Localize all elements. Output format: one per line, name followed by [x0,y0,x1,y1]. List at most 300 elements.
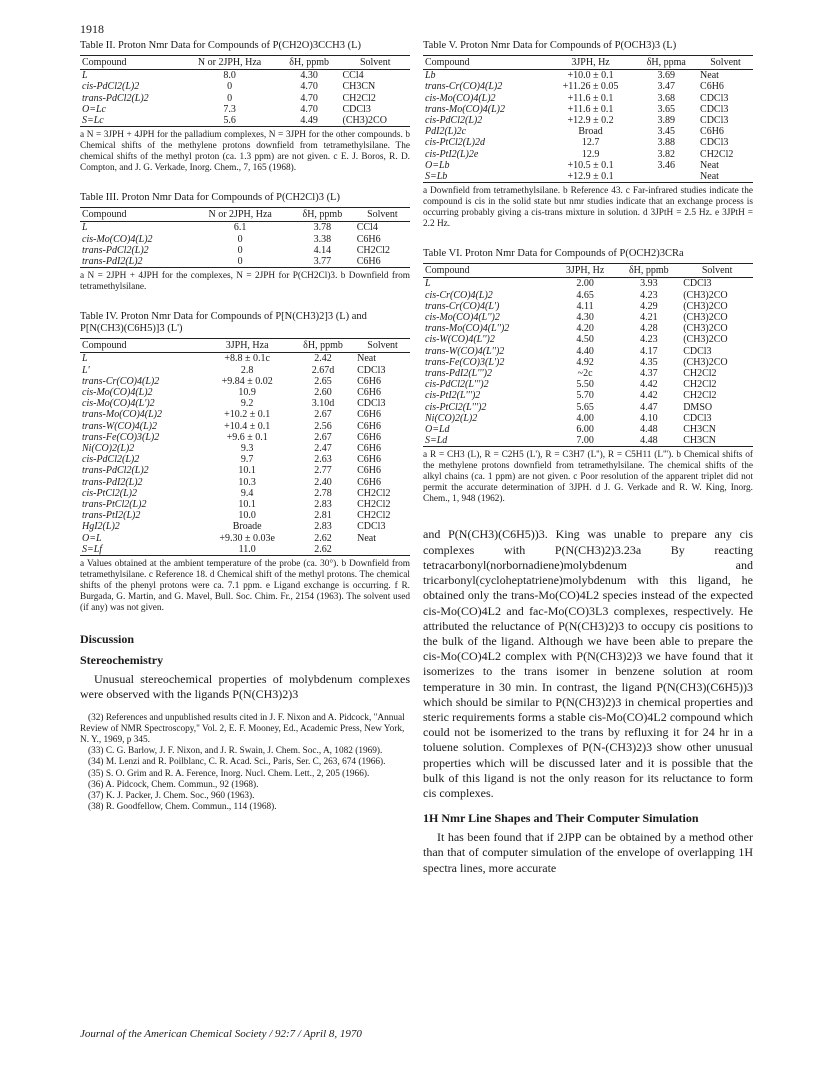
table-2-grid [80,55,410,127]
table-header: Compound [82,209,127,221]
table-cell: 4.50 [576,334,594,346]
table-cell: C6H6 [357,387,382,399]
table-cell-compound: cis-PtCl2(L)2d [425,137,485,149]
table-cell: 4.49 [300,115,318,127]
table-3-grid [80,207,410,268]
table-cell: 5.50 [576,379,594,391]
table-2-body [80,70,410,127]
table-row [80,256,410,268]
table-cell-compound: L' [82,364,90,376]
table-header: δH, ppmb [302,209,343,221]
table-cell-compound: S=Lb [425,171,448,183]
table-row [80,477,410,488]
reference-item: (37) K. J. Packer, J. Chem. Soc., 960 (1963). [88,790,255,801]
table-cell: 6.1 [233,222,247,234]
table-cell: 9.4 [240,487,254,499]
line-shapes-heading: 1H Nmr Line Shapes and Their Computer Simulation [423,811,699,826]
table-cell-compound: cis-PdCl2(L)2 [425,115,483,127]
table-cell: CDCl3 [700,137,729,149]
table-header: Compound [82,340,127,352]
table-cell: Broad [578,126,603,138]
table-cell: 4.17 [640,345,658,357]
table-cell-compound: L [425,278,431,290]
table-cell: 2.81 [314,510,332,522]
table-cell: 10.9 [238,387,256,399]
table-2 [80,40,410,174]
table-row [80,365,410,376]
table-cell-compound: cis-Cr(CO)4(L)2 [425,289,493,301]
table-5-footnote: a Downfield from tetramethylsilane. b Reference 43. c Far-infrared studies indicate the compound is cis in the solid state but nmr studies indicate that an exchange process is occurring probably giving a cis-trans mixture in solution. d 3JPtH = 2.5 Hz. e 3JPtH = 2.2 Hz. [423,186,753,230]
table-cell-compound: cis-Mo(CO)4(L)2 [425,92,496,104]
table-cell: CH2Cl2 [357,510,391,522]
table-row [423,346,753,357]
table-row [80,81,410,92]
table-row [80,398,410,409]
table-cell: CH2Cl2 [357,487,391,499]
table-row [80,104,410,115]
table-cell: 6.00 [576,424,594,436]
table-cell: (CH3)2CO [683,356,728,368]
table-cell: CH2Cl2 [683,390,717,402]
references [80,713,410,814]
table-cell: 3.89 [657,115,676,127]
table-cell: 4.42 [640,390,658,402]
table-row [423,81,753,92]
table-cell-compound: trans-PdCl2(L)2 [82,465,149,477]
table-cell: 2.83 [314,499,332,511]
table-cell: CH2Cl2 [683,368,717,380]
table-row [423,323,753,334]
table-cell: 2.40 [314,476,332,488]
table-cell-compound: HgI2(L)2 [82,521,120,533]
table-cell: 4.70 [300,81,318,93]
table-cell [355,544,410,556]
table-cell: 12.7 [581,137,600,149]
table-cell-compound: cis-W(CO)4(L'')2 [425,334,495,346]
table-header: Compound [425,265,470,277]
table-cell-compound: trans-Cr(CO)4(L') [425,300,500,312]
table-3-body [80,222,410,268]
table-cell: 4.10 [640,412,658,424]
reference-item: (34) M. Lenzi and R. Poilblanc, C. R. Acad. Sci., Paris, Ser. C, 263, 674 (1966). [88,757,386,768]
table-cell-compound: Lb [425,70,436,82]
table-cell-compound: cis-Mo(CO)4(L'')2 [425,312,500,324]
table-cell: 4.40 [576,345,594,357]
table-cell: 2.83 [314,521,332,533]
table-cell: 2.63 [314,454,332,466]
table-cell: CDCl3 [342,103,371,115]
table-cell: 3.38 [313,233,332,245]
table-cell: 4.37 [640,368,658,380]
table-3-footnote: a N = 2JPH + 4JPH for the complexes, N = 2JPH for P(CH2Cl)3. b Downfield from tetramethylsilane. [80,271,410,293]
table-cell: +10.0 ± 0.1 [567,70,614,82]
table-cell: 4.30 [300,70,318,82]
table-row [423,171,753,183]
table-header: Solvent [359,57,391,68]
table-cell-compound: trans-Cr(CO)4(L)2 [425,81,503,93]
table-row [423,379,753,390]
table-row [80,510,410,521]
table-cell: 4.70 [300,103,318,115]
table-row [423,126,753,137]
table-cell: 4.65 [576,289,594,301]
table-cell: Neat [357,353,377,365]
table-cell: C6H6 [357,420,382,432]
reference-item: (32) References and unpublished results cited in J. F. Nixon and A. Pidcock, "Annual Review of NMR Spectroscopy," Vol. 2, E. F. Mooney, Ed., Academic Press, New York, N. Y., 1969, p 345. [80,712,405,745]
table-cell: CDCl3 [683,412,712,424]
table-header: Compound [425,57,470,68]
table-cell: 4.92 [576,356,594,368]
table-cell: 9.7 [240,454,254,466]
table-cell: +10.5 ± 0.1 [567,159,614,171]
table-cell: CH2Cl2 [700,148,734,160]
table-row [423,390,753,401]
table-row [80,521,410,532]
right-column [423,40,753,876]
table-row [423,93,753,104]
table-cell-compound: trans-W(CO)4(L)2 [82,420,157,432]
table-4-footnote: a Values obtained at the ambient temperature of the probe (ca. 30°). b Downfield from tetramethylsilane. c Reference 18. d Chemical shift of the methyl protons. The chemical shifts of the phenyl protons were ca. 7.1 ppm. e Ligand exchange is occurring. f R. Burgada, G. Martin, and G. Mavel, Bull. Soc. Chim. Fr., 2154 (1963). The solvent used (if any) was not given. [80,559,410,614]
table-cell: C6H6 [356,233,381,245]
table-cell: CDCl3 [700,115,729,127]
table-row [423,334,753,345]
table-cell-compound: Ni(CO)2(L)2 [425,412,478,424]
table-cell: 3.69 [657,70,676,82]
table-cell: 3.47 [657,81,676,93]
table-4-body [80,353,410,556]
table-cell-compound: S=Lc [82,115,104,127]
table-cell: 0 [237,233,243,245]
table-5 [423,40,753,230]
table-cell: 2.8 [240,364,254,376]
table-6 [423,248,753,505]
table-row [423,290,753,301]
reference-item: (33) C. G. Barlow, J. F. Nixon, and J. R. Swain, J. Chem. Soc., A, 1082 (1969). [88,746,383,757]
table-header: Solvent [367,340,398,352]
table-cell: CDCl3 [683,345,712,357]
table-cell-compound: trans-PdCl2(L)2 [82,92,149,104]
table-cell: C6H6 [357,476,382,488]
table-cell: 0 [237,244,243,256]
table-row [80,115,410,127]
table-cell: CDCl3 [683,278,712,290]
reference-item: (35) S. O. Grim and R. A. Ference, Inorg. Nucl. Chem. Lett., 2, 205 (1966). [88,768,370,779]
table-cell: C6H6 [356,256,381,268]
table-cell: C6H6 [700,126,724,138]
table-cell: 2.78 [314,487,332,499]
left-column [80,40,410,813]
table-cell: Neat [357,532,377,544]
table-cell: CH2Cl2 [356,244,391,256]
table-cell: (CH3)2CO [683,334,728,346]
table-cell: 7.3 [223,103,236,115]
table-cell-compound: trans-W(CO)4(L'')2 [425,345,505,357]
table-cell: 2.62 [314,543,332,555]
table-cell-compound: trans-Mo(CO)4(L)2 [425,103,505,115]
table-row [80,454,410,465]
table-cell: C6H6 [357,465,382,477]
table-header: Compound [82,57,127,68]
table-cell-compound: cis-Mo(CO)4(L')2 [82,398,155,410]
table-3 [80,192,410,293]
table-2-footnote: a N = 3JPH + 4JPH for the palladium complexes, N = 3JPH for the other compounds. b Chemical shifts of the methylene protons downfield from tetramethylsilane. The chemical shifts of the methyl proton (ca. 1.3 ppm) are not given. c E. J. Boros, R. D. Compton, and J. G. Verkade, Inorg. Chem., 7, 165 (1968). [80,130,410,174]
table-row [80,432,410,443]
table-row [80,488,410,499]
table-cell-compound: cis-PtCl2(L)2 [82,487,137,499]
table-cell: 4.42 [640,379,658,391]
table-5-body [423,70,753,183]
table-header: N or 2JPH, Hza [197,57,262,68]
table-cell: 2.67d [311,364,335,376]
table-cell: 11.0 [238,543,256,555]
table-cell: +11.6 ± 0.1 [567,92,614,104]
body-paragraph-1: and P(N(CH3)(C6H5))3. King was unable to prepare any cis complexes with P(N(CH3)2)3.23a By reacting tetracarbonyl(norbornadiene)molybdenum and tricarbonyl(cycloheptatriene)molybdenum with this ligand, he obtained only the trans-Mo(CO)4L2 species instead of the expected cis-Mo(CO)4L2 and fac-Mo(CO)3L3 complexes, respectively. He attributed the reluctance of P(N(CH3)2)3 to occupy cis positions to the bulk of the ligand. Although we have been able to prepare the cis-Mo(CO)4L2 complex with P(N(CH3)2)3 we have found that it isomerizes to the trans isomer in benzene solution at room temperature in 30 min. In contrast, the ligand P(N(CH3)(C6H5))3 which should be similar to P(N(CH3)2)3 in chemical properties and steric requirements forms a stable cis-Mo(CO)4L2 compound which could not be isomerized to the trans by refluxing it for 24 hr in a toluene solution. Complexes of P(N-(CH3)2)3 show other unusual properties which will be discussed later and it is possible that the bulk of this ligand is not the only reason for its reluctance to form cis complexes. [423,527,753,800]
table-cell-compound: trans-PtI2(L)2 [82,510,141,522]
table-row [423,368,753,379]
page-number: 1918 [80,22,104,36]
table-cell: C6H6 [357,409,382,421]
table-cell: CH3CN [683,435,716,447]
table-cell: 3.88 [657,137,676,149]
table-row [423,70,753,82]
table-6-grid [423,263,753,447]
table-2-caption: Table II. Proton Nmr Data for Compounds of P(CH2O)3CCH3 (L) [80,40,361,51]
table-cell-compound: trans-PdI2(L''')2 [425,368,492,380]
table-row [423,149,753,160]
table-header: δH, ppmb [289,57,330,68]
table-cell: (CH3)2CO [683,323,728,335]
table-row [423,413,753,424]
table-header: Solvent [701,265,733,277]
table-row [80,421,410,432]
table-cell-compound: cis-PdCl2(L)2 [82,454,140,466]
table-cell: C6H6 [700,81,724,93]
table-cell: 2.65 [314,375,332,387]
table-header: Solvent [367,209,398,221]
table-row [423,435,753,447]
table-cell: 3.77 [313,256,332,268]
table-cell: C6H6 [357,443,382,455]
table-cell-compound: trans-Mo(CO)4(L'')2 [425,323,510,335]
table-cell-compound: L [82,222,88,234]
table-cell: 5.6 [223,115,236,127]
table-cell-compound: cis-PdCl2(L)2 [82,81,140,93]
table-cell: 4.23 [640,289,658,301]
table-cell: 2.00 [576,278,594,290]
table-cell: 4.47 [640,401,658,413]
table-cell-compound: trans-Fe(CO)3(L)2 [82,431,160,443]
table-cell: 8.0 [223,70,236,82]
table-cell: 3.68 [657,92,676,104]
table-row [80,93,410,104]
table-cell: 2.77 [314,465,332,477]
table-row [80,544,410,556]
table-cell: 4.14 [313,244,332,256]
table-cell-compound: Ni(CO)2(L)2 [82,443,135,455]
table-cell: CDCl3 [357,521,386,533]
table-row [80,376,410,387]
table-3-caption: Table III. Proton Nmr Data for Compounds of P(CH2Cl)3 (L) [80,192,340,204]
table-header: Solvent [710,57,741,68]
table-4-grid [80,338,410,556]
table-cell: 12.9 [581,148,600,160]
table-cell: CH2Cl2 [342,92,376,104]
table-cell-compound: cis-PtCl2(L''')2 [425,401,487,413]
table-cell: +12.9 ± 0.1 [567,171,614,183]
table-header: 3JPH, Hz [571,57,610,68]
table-cell: 2.56 [314,420,332,432]
table-cell: +10.4 ± 0.1 [224,420,271,432]
table-cell: CH2Cl2 [683,379,717,391]
table-cell: 10.1 [238,499,256,511]
table-cell: Neat [700,70,719,82]
table-cell: 5.70 [576,390,594,402]
table-row [80,533,410,544]
table-cell-compound: trans-PdI2(L)2 [82,256,143,268]
table-cell: 4.48 [640,424,658,436]
table-row [80,234,410,245]
table-cell: 4.70 [300,92,318,104]
table-cell: Neat [700,171,719,183]
table-cell: 2.67 [314,431,332,443]
table-header: 3JPH, Hz [565,265,605,277]
table-cell: CCl4 [342,70,364,82]
table-6-body [423,278,753,447]
table-cell-compound: trans-Fe(CO)3(L')2 [425,356,505,368]
table-row [423,301,753,312]
table-row [80,465,410,476]
table-cell: (CH3)2CO [342,115,387,127]
table-cell-compound: PdI2(L)2c [425,126,467,138]
table-6-caption: Table VI. Proton Nmr Data for Compounds of P(OCH2)3CRa [423,248,684,260]
table-cell: 4.48 [640,435,658,447]
table-cell-compound: S=Lf [82,543,103,555]
table-cell: 3.82 [657,148,676,160]
table-row [423,278,753,290]
table-cell: (CH3)2CO [683,289,728,301]
table-cell: DMSO [683,401,713,413]
table-cell: 4.00 [576,412,594,424]
table-row [423,160,753,171]
table-cell-compound: L [82,353,88,365]
table-row [423,104,753,115]
table-header: δH, ppma [646,57,686,68]
table-cell: Broade [232,521,262,533]
table-cell: CCl4 [356,222,378,234]
table-cell: Neat [700,159,719,171]
table-row [423,115,753,126]
table-cell: 5.65 [576,401,594,413]
table-cell-compound: O=L [82,532,102,544]
table-cell-compound: O=Lc [82,103,106,115]
table-cell-compound: O=Ld [425,424,450,436]
table-cell: 2.67 [314,409,332,421]
table-cell: 4.11 [576,300,594,312]
table-cell: 9.2 [240,398,254,410]
table-cell: CDCl3 [357,398,386,410]
table-cell: 3.78 [313,222,332,234]
table-cell: 2.62 [314,532,332,544]
reference-item: (38) R. Goodfellow, Chem. Commun., 114 (1968). [88,802,277,813]
table-row [80,353,410,365]
table-cell-compound: trans-PdI2(L)2 [82,476,143,488]
table-row [80,222,410,234]
table-cell: 4.35 [640,356,658,368]
table-cell-compound: cis-Mo(CO)4(L)2 [82,387,153,399]
table-row [423,402,753,413]
stereochemistry-heading: Stereochemistry [80,653,164,668]
table-cell: 3.45 [657,126,676,138]
table-cell: 4.28 [640,323,658,335]
table-cell: 10.3 [238,476,256,488]
table-6-footnote: a R = CH3 (L), R = C2H5 (L'), R = C3H7 (L''), R = C5H11 (L'''). b Chemical shifts of the methylene protons downfield from tetramethylsilane. The chemical shifts of the alkyl chains (ca. 1 ppm) are not given. c Poor resolution of the apparent triplet did not permit the accurate determination of 3JPH. d J. G. Verkade and R. W. King, Inorg. Chem., 1, 948 (1962). [423,450,753,505]
table-row [80,443,410,454]
table-cell-compound: O=Lb [425,159,450,171]
table-cell: CDCl3 [700,92,729,104]
right-body [423,527,753,875]
table-cell: CH2Cl2 [357,499,391,511]
table-cell: +11.6 ± 0.1 [567,103,614,115]
table-header: 3JPH, Hza [225,340,269,352]
table-cell: +8.8 ± 0.1c [224,353,270,365]
table-5-caption: Table V. Proton Nmr Data for Compounds of P(OCH3)3 (L) [423,40,677,51]
table-cell: 10.0 [238,510,256,522]
table-cell: 2.60 [314,387,332,399]
table-cell-compound: cis-PdCl2(L''')2 [425,379,489,391]
table-cell: 2.42 [314,353,332,365]
discussion-heading: Discussion [80,632,135,647]
table-cell: +9.30 ± 0.03e [219,532,275,544]
table-cell: 3.93 [640,278,658,290]
table-4 [80,311,410,614]
table-cell: 4.29 [640,300,658,312]
table-cell-compound: cis-PtI2(L)2e [425,148,479,160]
body-paragraph-2: It has been found that if 2JPP can be obtained by a method other than that of computer simulation of the envelope of overlapping 1H spectra lines, more accurate [423,830,753,875]
table-cell-compound: trans-Cr(CO)4(L)2 [82,375,160,387]
discussion-paragraph: Unusual stereochemical properties of molybdenum complexes were observed with the ligands P(N(CH3)2)3 [80,672,410,702]
table-row [423,357,753,368]
table-cell: 0 [227,81,233,93]
table-cell: +9.6 ± 0.1 [226,431,268,443]
table-row [80,245,410,256]
table-row [80,387,410,398]
table-cell: 4.21 [640,312,658,324]
table-row [80,499,410,510]
table-row [423,312,753,323]
table-header: δH, ppmb [628,265,669,277]
table-cell: 4.23 [640,334,658,346]
table-cell: 3.10d [311,398,335,410]
table-cell: 0 [237,256,243,268]
journal-footer: Journal of the American Chemical Society / 92:7 / April 8, 1970 [80,1028,362,1040]
table-cell: +9.84 ± 0.02 [221,375,273,387]
table-cell: 3.46 [657,159,676,171]
table-cell: 3.65 [657,103,676,115]
table-cell: ~2c [577,368,593,380]
table-cell: CDCl3 [700,103,729,115]
table-cell: 9.3 [240,443,254,455]
table-cell: +10.2 ± 0.1 [224,409,271,421]
table-row [423,137,753,148]
table-cell: 10.1 [238,465,256,477]
table-row [423,424,753,435]
table-cell: (CH3)2CO [683,300,728,312]
table-cell: 0 [227,92,233,104]
table-cell: C6H6 [357,454,382,466]
table-cell [635,171,699,183]
table-cell: 4.30 [576,312,594,324]
table-cell: 7.00 [576,435,594,447]
